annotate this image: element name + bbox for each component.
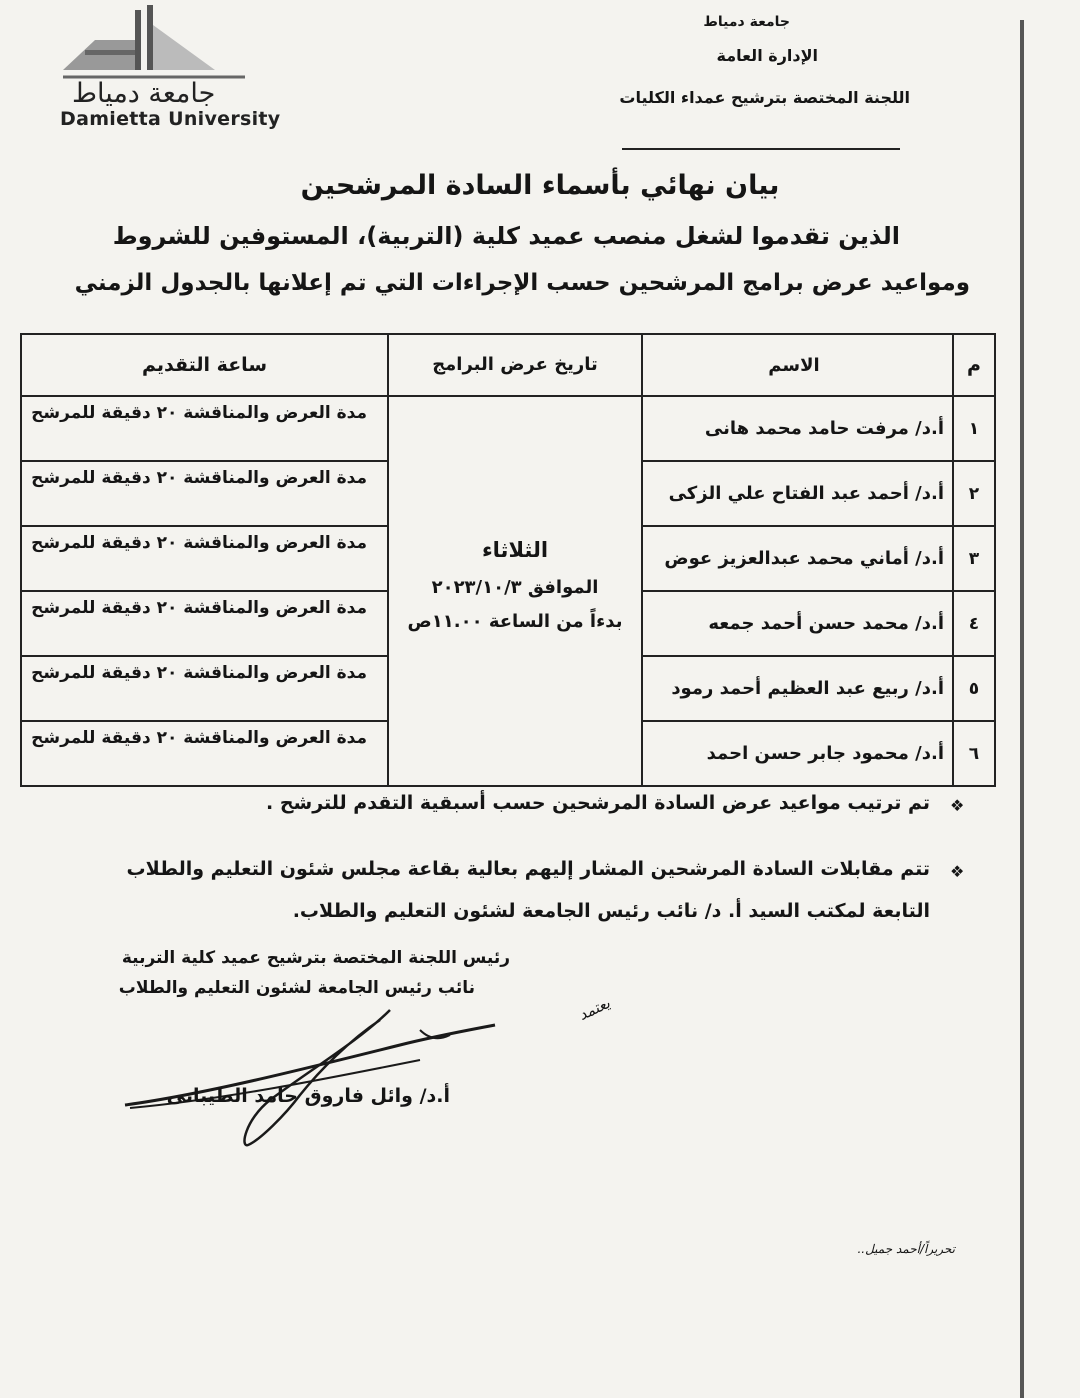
logo-english-text: Damietta University (60, 108, 281, 130)
header-underline (622, 148, 900, 150)
handwritten-signature (120, 1000, 520, 1150)
scan-edge (1020, 20, 1024, 1398)
row-num: ١ (953, 396, 995, 461)
presentation-date-cell (388, 396, 642, 786)
row-num: ٤ (953, 591, 995, 656)
row-num: ٢ (953, 461, 995, 526)
footnote: تحريراً/أحمد جميل.. (857, 1242, 955, 1256)
header-time: ساعة التقديم (21, 334, 388, 396)
row-num: ٦ (953, 721, 995, 786)
table-row (21, 396, 995, 461)
note-interviews: تتم مقابلات السادة المرشحين المشار إليهم بعالية بقاعة مجلس شئون التعليم والطلاب التابعة لمكتب السيد أ. د/ نائب رئيس الجامعة لشئون التعليم والطلاب. (126, 858, 930, 922)
header-administration: الإدارة العامة (716, 46, 818, 65)
header-num: م (953, 334, 995, 396)
presentation-day: الثلاثاء (481, 537, 549, 562)
bullet-icon: ❖ (950, 862, 965, 881)
approval-handwriting: يعتمد (575, 993, 613, 1025)
presentation-date: الموافق ٢٠٢٣/١٠/٣ (431, 577, 599, 598)
row-time: مدة العرض والمناقشة ٢٠ دقيقة للمرشح (21, 591, 388, 656)
document-subtitle-1: الذين تقدموا لشغل منصب عميد كلية (التربية)، المستوفين للشروط (112, 222, 900, 250)
row-time: مدة العرض والمناقشة ٢٠ دقيقة للمرشح (21, 721, 388, 786)
header-university: جامعة دمياط (703, 14, 790, 30)
candidates-table (20, 333, 996, 787)
row-name: أ.د/ محمد حسن أحمد جمعه (642, 591, 953, 656)
document-title: بيان نهائي بأسماء السادة المرشحين (300, 170, 780, 201)
row-name: أ.د/ أماني محمد عبدالعزيز عوض (642, 526, 953, 591)
document-subtitle-2: ومواعيد عرض برامج المرشحين حسب الإجراءات التي تم إعلانها بالجدول الزمني (74, 270, 970, 296)
row-name: أ.د/ ربيع عبد العظيم أحمد رمود (642, 656, 953, 721)
logo-arabic-text: جامعة دمياط (72, 78, 216, 109)
header-date: تاريخ عرض البرامج (388, 334, 642, 396)
row-num: ٥ (953, 656, 995, 721)
signatory-title-2: نائب رئيس الجامعة لشئون التعليم والطلاب (118, 978, 475, 998)
row-time: مدة العرض والمناقشة ٢٠ دقيقة للمرشح (21, 396, 388, 461)
presentation-start-time: بدءاً من الساعة ١١.٠٠ص (407, 610, 623, 632)
table-header-row (21, 334, 995, 396)
bullet-icon: ❖ (950, 796, 965, 815)
note-order: تم ترتيب مواعيد عرض السادة المرشحين حسب أسبقية التقدم للترشح . (266, 792, 930, 814)
row-time: مدة العرض والمناقشة ٢٠ دقيقة للمرشح (21, 461, 388, 526)
row-name: أ.د/ محمود جابر حسن احمد (642, 721, 953, 786)
row-name: أ.د/ أحمد عبد الفتاح علي الزكى (642, 461, 953, 526)
row-name: أ.د/ مرفت حامد محمد هانى (642, 396, 953, 461)
row-num: ٣ (953, 526, 995, 591)
header-name: الاسم (642, 334, 953, 396)
header-committee: اللجنة المختصة بترشيح عمداء الكليات (619, 88, 910, 107)
signatory-name: أ.د/ وائل فاروق حامد الطيبانى (166, 1085, 450, 1107)
signatory-title-1: رئيس اللجنة المختصة بترشيح عميد كلية التربية (121, 948, 510, 968)
row-time: مدة العرض والمناقشة ٢٠ دقيقة للمرشح (21, 526, 388, 591)
row-time: مدة العرض والمناقشة ٢٠ دقيقة للمرشح (21, 656, 388, 721)
